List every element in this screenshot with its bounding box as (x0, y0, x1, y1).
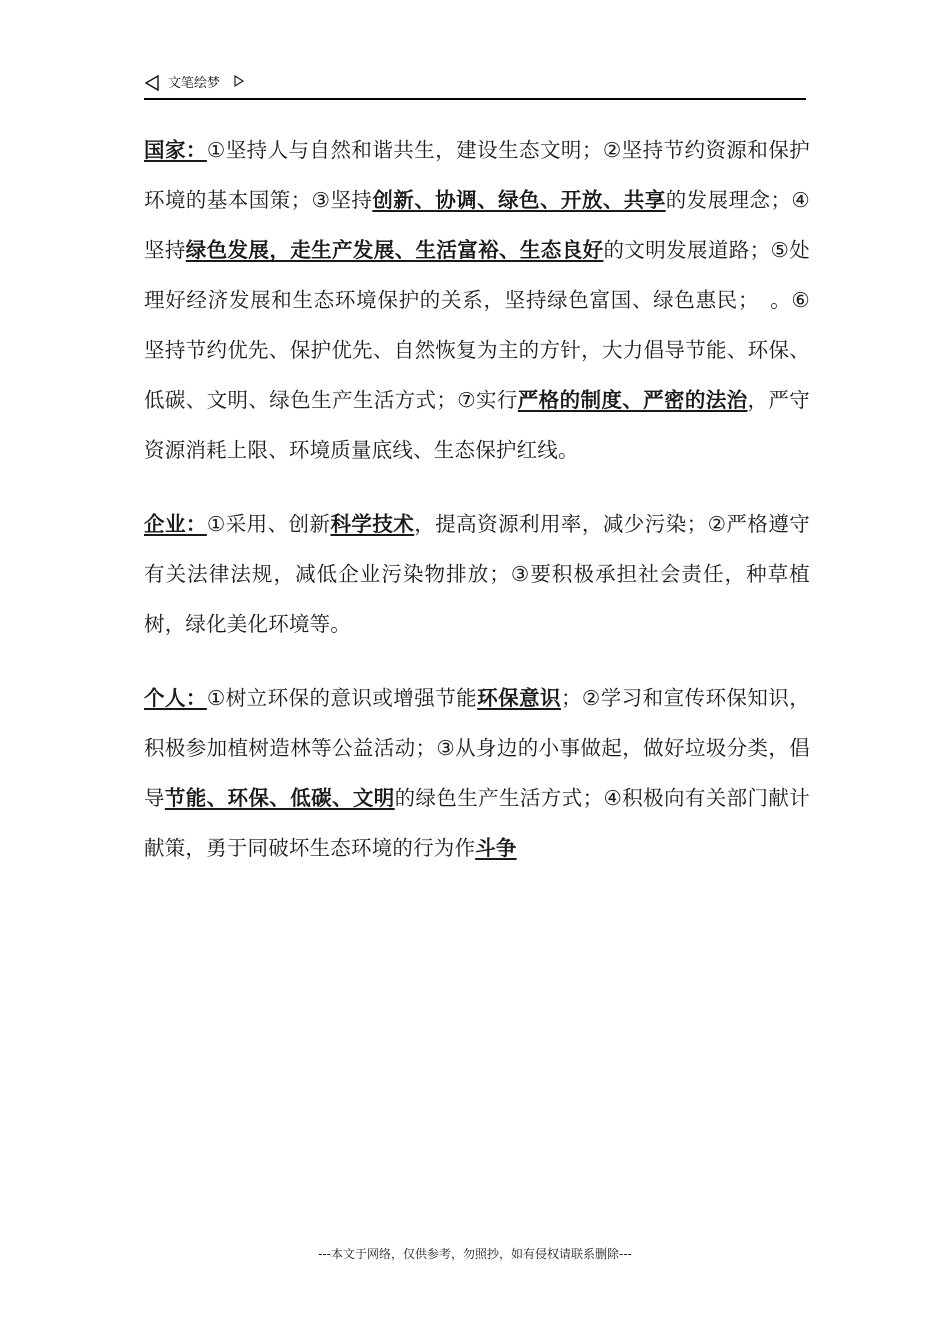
document-body (144, 125, 810, 873)
section-label: 个人： (144, 686, 207, 710)
section-paragraph (144, 673, 810, 873)
page-footer: ---本文于网络，仅供参考，勿照抄，如有侵权请联系删除--- (318, 1247, 632, 1261)
section-label: 企业： (144, 512, 207, 536)
text-segment: ①树立环保的意识或增强节能 (206, 686, 478, 710)
text-segment: 的文明发展道路；⑤处理好经济发展和生态环境保护的关系，坚持绿色富国、绿色惠民； 。⑥坚持节约优先、保护优先、自然恢复为主的方针，大力倡导节能、环保、低碳、文明、绿色生产生活方式；⑦实行 (144, 238, 811, 412)
keyword-highlight: 斗争 (475, 836, 517, 860)
section-paragraph (144, 499, 810, 649)
triangle-right-outline-icon (234, 75, 244, 87)
keyword-highlight: 绿色发展，走生产发展、生活富裕、生态良好 (185, 238, 604, 262)
keyword-highlight: 严格的制度、严密的法治 (517, 388, 748, 412)
text-segment: ①坚持人与自然和谐共生，建设生态文明；②坚持节约资源和保护环境的基本国策；③坚持 (144, 138, 810, 212)
header-title: 文笔绘梦 (168, 76, 221, 91)
keyword-highlight: 环保意识 (477, 686, 561, 710)
keyword-highlight: 节能、环保、低碳、文明 (164, 786, 395, 810)
text-segment: 的绿色生产生活方式；④积极向有关部门献计献策，勇于同破坏生态环境的行为作 (144, 786, 810, 860)
section-label: 国家： (144, 138, 207, 162)
triangle-left-outline-icon (144, 74, 160, 92)
keyword-highlight: 科学技术 (330, 512, 415, 536)
text-segment: 的发展理念；④坚持 (144, 188, 810, 262)
text-segment: ，严守资源消耗上限、环境质量底线、生态保护红线。 (144, 388, 810, 462)
text-segment: ①采用、创新 (206, 512, 331, 536)
text-segment: ；②学习和宣传环保知识，积极参加植树造林等公益活动；③从身边的小事做起，做好垃圾分类，倡导 (144, 686, 810, 810)
section-paragraph (144, 125, 810, 475)
keyword-highlight: 创新、协调、绿色、开放、共享 (372, 188, 666, 212)
text-segment: ，提高资源利用率，减少污染；②严格遵守有关法律法规，减低企业污染物排放；③要积极承担社会责任，种草植树，绿化美化环境等。 (144, 512, 810, 636)
page-header (144, 72, 806, 100)
